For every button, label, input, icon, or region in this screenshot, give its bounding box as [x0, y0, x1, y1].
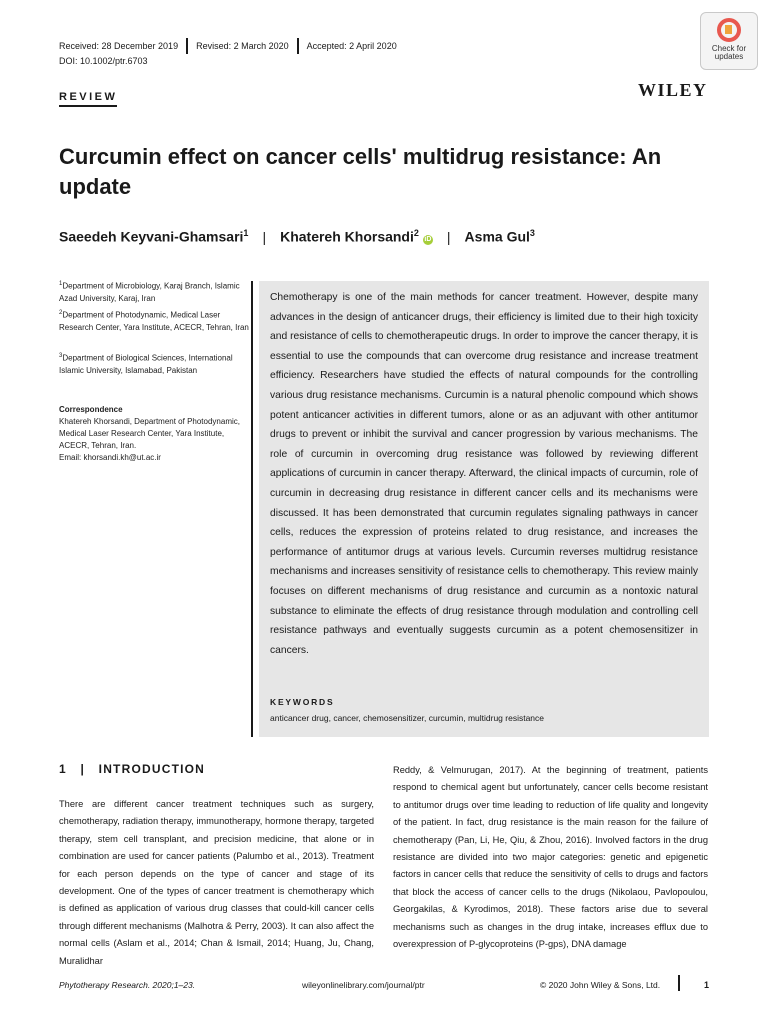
- author-name[interactable]: Khatereh Khorsandi$^2$iD: [280, 228, 432, 245]
- abstract-text: Chemotherapy is one of the main methods for cancer treatment. However, despite many advances in the design of anticancer drugs, their efficiency is limited due to their high toxicity and resistance of cells to chemotherapeutic drugs. In order to improve the cancer therapy, it is essential to use the compounds that can overcome drug resistance and increase treatment efficiency. Researchers have studied the effects of natural compounds for the controlling various drug resistance mechanisms. Curcumin is a natural phenolic compound which shows potent anticancer activities in different tumors, alone or as an adjuvant with other antitumor drugs to prevent or inhibit the survival and cancer progression by various mechanisms. The role of curcumin in overcoming drug resistance was followed by reviewing different applications of curcumin in cancer therapy. Afterward, the clinical impacts of curcumin, role of curcumin in decreasing drug resistance in different cancer cells and its mechanisms were discussed. It has been demonstrated that curcumin regulates signaling pathways in cancer cells, reduces the expression of proteins related to drug resistance, and increases the performance of antitumor drugs at various levels. Curcumin reverses multidrug resistance mechanisms and increases sensitivity of resistance cells to chemotherapy. This review mainly focuses on different mechanisms of drug resistance and curcumin as a nontoxic natural substance to eliminate the effects of drug resistance through modulation and controlling cell resistance pathways and eventually suggests curcumin as a potent chemosensitizer in cancers.: [270, 292, 698, 656]
- check-for-updates-button[interactable]: [700, 12, 758, 70]
- date-divider: [297, 38, 299, 54]
- revised-date: Revised: 2 March 2020: [196, 41, 289, 51]
- affiliation: $^3$Department of Biological Sciences, International Islamic University, Islamabad, Pakistan: [59, 353, 233, 375]
- correspondence-email[interactable]: Email: khorsandi.kh@ut.ac.ir: [59, 453, 161, 462]
- page-number: 1: [704, 980, 710, 990]
- correspondence: [59, 404, 249, 464]
- intro-paragraph-right: Reddy, & Velmurugan, 2017). At the beginning of treatment, patients respond to chemical agent but unfortunately, cancer cells become resistant to antitumor drugs over time leading to reduction of life quality and longevity of the patient. In fact, drug resistance is the main reason for the failure of chemotherapy (Pan, Li, He, Qiu, & Zhou, 2016). Involved factors in the drug resistance are divided into two major categories: genetic and epigenetic factors in cancer cells that reduce the sensitivity of cells to drugs and factors that block the access of cancer cells to the drugs (Nikolaou, Pavlopoulou, Georgakilas, & Kyrodimos, 2018). These factors arise due to several mechanisms such as changes in the drug intake, increases efflux due to overexpression of P-glycoproteins (P-gps), DNA damage: [393, 765, 708, 950]
- author-separator: |: [446, 228, 451, 245]
- journal-citation: Phytotherapy Research. 2020;1–23.: [59, 980, 196, 990]
- abstract-divider: [251, 281, 253, 737]
- author-separator: |: [262, 228, 267, 245]
- received-date: Received: 28 December 2019: [59, 41, 179, 51]
- correspondence-heading: Correspondence: [59, 405, 123, 414]
- abstract-panel: [259, 281, 709, 737]
- date-divider: [186, 38, 188, 54]
- affiliation: $^1$Department of Microbiology, Karaj Branch, Islamic Azad University, Karaj, Iran: [59, 281, 240, 303]
- author-name[interactable]: Saeedeh Keyvani-Ghamsari$^1$: [59, 228, 249, 245]
- accepted-date: Accepted: 2 April 2020: [306, 41, 397, 51]
- author-name[interactable]: Asma Gul$^3$: [464, 228, 535, 245]
- journal-url[interactable]: wileyonlinelibrary.com/journal/ptr: [302, 980, 425, 990]
- doi[interactable]: DOI: 10.1002/ptr.6703: [59, 56, 148, 66]
- badge-label: updates: [714, 52, 744, 61]
- intro-paragraph-left: There are different cancer treatment techniques such as surgery, chemotherapy, radiation therapy, immunotherapy, hormone therapy, targeted therapy, stem cell transplant, and precision medicine, that alone or in combination are used for cancer patients (Palumbo et al., 2013). Treatment for each person depends on the type of cancer and stage of its development. One of the types of cancer treatment is chemotherapy which is defined as application of various drug classes that could-kill cancer cells through different mechanisms (Malhotra & Perry, 2003). It can also affect the normal cells (Aslam et al., 2014; Chan & Ismail, 2014; Huang, Ju, Chang, Muralidhar: [59, 799, 374, 966]
- correspondence-address: Khatereh Khorsandi, Department of Photodynamic, Medical Laser Research Center, Yara Institute, ACECR, Tehran, Iran.: [59, 417, 240, 450]
- bookmark-icon: [717, 18, 741, 42]
- copyright: © 2020 John Wiley & Sons, Ltd.: [540, 980, 661, 990]
- author-list: [59, 228, 535, 245]
- orcid-icon[interactable]: iD: [424, 235, 432, 243]
- article-dates: [59, 38, 397, 54]
- affiliation: $^2$Department of Photodynamic, Medical Laser Research Center, Yara Institute, ACECR, Tehran, Iran: [59, 310, 249, 332]
- article-title: Curcumin effect on cancer cells' multidrug resistance: An update: [59, 144, 662, 199]
- publisher-logo: WILEY: [638, 80, 708, 100]
- keywords-list: anticancer drug, cancer, chemosensitizer, curcumin, multidrug resistance: [270, 713, 545, 723]
- badge-label: Check for: [711, 44, 747, 53]
- section-heading: 1 | INTRODUCTION: [59, 762, 206, 776]
- article-type: REVIEW: [59, 91, 117, 107]
- footer-divider: [678, 975, 680, 991]
- keywords-heading: KEYWORDS: [270, 697, 335, 707]
